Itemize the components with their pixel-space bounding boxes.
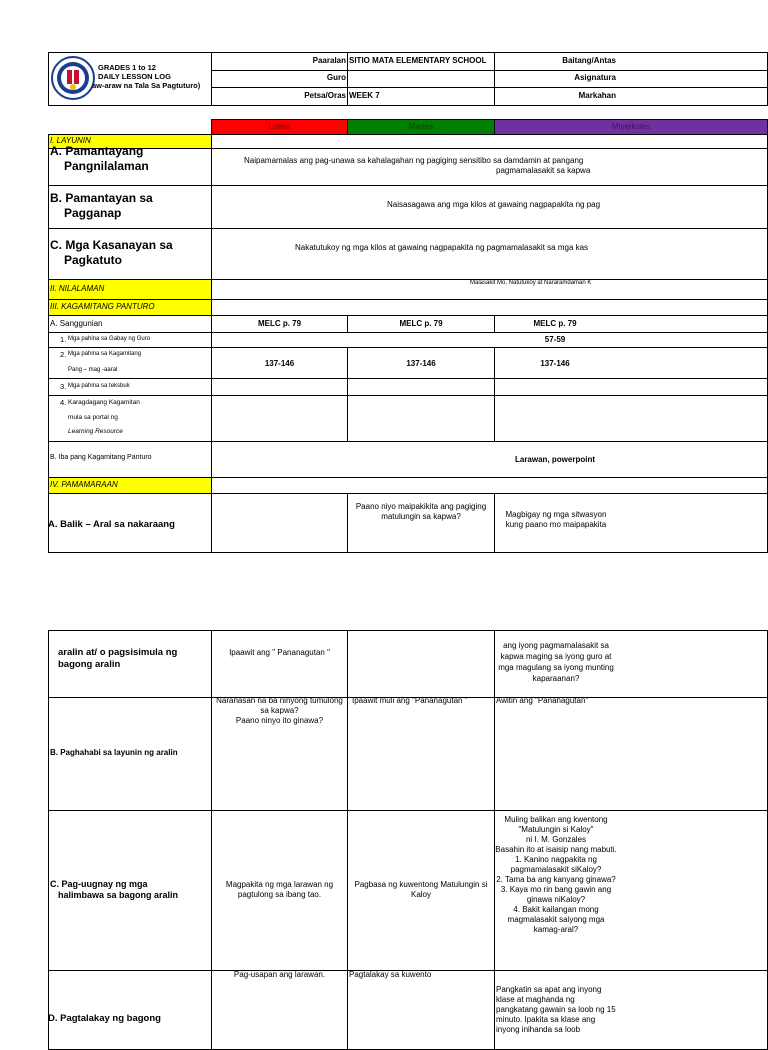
pagugnay-lunes-text: Magpakita ng mga larawan ng pagtulong sa ibang tao. [225,880,334,899]
petsa-label: Petsa/Oras [304,91,346,100]
pagtalakay-martes-text: Pagtalakay sa kuwento [349,970,432,979]
gabay-value: 57-59 [544,335,566,344]
paghahabi-martes-text: Ipaawit muli ang "Pananagutan " [352,696,468,705]
pagtalakay-martes-cell [347,970,495,1050]
petsa-value: WEEK 7 [349,91,380,100]
deped-seal-logo [51,56,95,100]
kagamitan-martes: 137-146 [406,359,436,368]
paaralan-label: Paaralan [312,56,346,65]
pagtalakay-label-cell [48,970,212,1050]
gabay-num: 1. [60,335,67,344]
teksbuk-martes-cell [347,378,495,396]
day-header-miyerkules: Miyerkules [494,119,768,135]
paghahabi-label: B. Paghahabi sa layunin ng aralin [50,748,178,757]
paghahabi-miyerkules-text: Awitin ang "Pananagutan" [496,696,589,705]
karagdagang-label-line1: Karagdagang Kagamitan [68,399,140,406]
pagugnay-label-line2: halimbawa sa bagong aralin [58,890,179,900]
paghahabi-martes-cell [347,697,495,811]
section-pamamaraan-label: IV. PAMAMARAAN [50,480,118,489]
asignatura-label: Asignatura [574,73,616,82]
iba-content-cell [211,441,768,478]
balik-cont-label-line2: bagong aralin [58,659,121,670]
kasanayan-text: Nakatutukoy ng mga kilos at gawaing nagpapakita ng pagmamalasakit sa mga kas [295,243,589,252]
kagamitang-content-cell [211,299,768,316]
nilalaman-text: Malasakit Mo, Natutukoy at Nararamdaman K [470,280,592,286]
balik-label: A. Balik – Aral sa nakaraang [48,519,175,530]
iba-label: B. Iba pang Kagamitang Panturo [50,454,152,461]
karagdagang-label-line3: Learning Resource [68,428,123,435]
section-kagamitang-label: III. KAGAMITANG PANTURO [50,302,155,311]
pamantayang-text-line2: pagmamalasakit sa kapwa [496,166,591,175]
day-header-martes: Martes [347,119,495,135]
balik-cont-martes-cell [347,630,495,698]
section-layunin-label: I. LAYUNIN [50,136,91,145]
kagamitan-label-line2: Pang – mag -aaral [68,367,118,373]
gabay-content-cell [211,332,768,348]
pagtalakay-lunes-cell [211,970,348,1050]
paghahabi-lunes-text: Naranasan na ba ninyong tumulong sa kapwa? Paano ninyo ito ginawa? [216,696,343,725]
daily-lesson-log-subtitle: aw-araw na Tala Sa Pagtuturo) [92,81,201,90]
paghahabi-miyerkules-cell [494,697,768,811]
grades-label: GRADES 1 to 12 [98,63,156,72]
balik-lunes-text: Ipaawit ang " Pananagutan " [229,648,330,657]
kasanayan-label-line2: Pagkatuto [64,253,123,267]
teksbuk-label: Mga pahina sa teksbuk [68,383,130,389]
markahan-label: Markahan [578,91,616,100]
sanggunian-label: A. Sanggunian [50,319,103,328]
pagugnay-miyerkules-text: Muling balikan ang kwentong "Matulungin si Kaloy" ni I. M. Gonzales Basahin ito at isaisip nang mabuti. 1. Kanino nagpakita ng pagmamalasakit siKaloy? 2. Tama ba ang kanyang ginawa? 3. Kaya mo rin bang gawin ang ginawa niKaloy? 4. Bakit kailangan mong magmalasakit saiyong mga kamag-aral? [495,815,617,934]
karagdagang-label-line2: mula sa portal ng [68,414,118,421]
balik-miyerkules-text-bottom: ang iyong pagmamalasakit sa kapwa maging sa iyong guro at mga magulang sa iyong munting kaparaanan? [498,641,614,683]
kagamitan-lunes: 137-146 [264,359,295,368]
day-header-lunes: Lunes [211,119,348,135]
header-divider-2 [494,52,495,106]
melc-martes: MELC p. 79 [399,319,443,328]
karagdagang-num: 4. [60,398,67,407]
kasanayan-label-line1: C. Mga Kasanayan sa [50,238,173,252]
kagamitan-num: 2. [60,350,67,359]
kagamitan-miyerkules: 137-146 [540,359,570,368]
pagtalakay-lunes-text: Pag-usapan ang larawan. [233,970,326,979]
balik-cont-label-line1: aralin at/ o pagsisimula ng [58,647,178,658]
pamantayang-content-cell [211,148,768,186]
karagdagang-martes-cell [347,395,495,442]
gabay-label: Mga pahina sa Gabay ng Guro [68,336,151,342]
kasanayan-content-cell [211,228,768,280]
pagugnay-label-line1: C. Pag-uugnay ng mga [50,879,148,889]
pamantayang-label-line2: Pangnilalaman [64,159,149,173]
melc-miyerkules: MELC p. 79 [533,319,577,328]
pagugnay-martes-text: Pagbasa ng kuwentong Matulungin si Kaloy [354,880,488,899]
teksbuk-lunes-cell [211,378,348,396]
guro-label: Guro [326,73,346,82]
pagganap-label-line2: Pagganap [64,206,122,220]
pagganap-label-line1: B. Pamantayan sa [50,191,153,205]
balik-lunes-cell [211,493,348,553]
karagdagang-lunes-cell [211,395,348,442]
balik-martes-text: Paano niyo maipakikita ang pagiging matulungin sa kapwa? [355,502,487,521]
layunin-content-cell [211,134,768,149]
section-nilalaman-label: II. NILALAMAN [50,284,105,293]
melc-lunes: MELC p. 79 [257,319,302,328]
teksbuk-num: 3. [60,382,67,391]
baitang-label: Baitang/Antas [562,56,616,65]
pamamaraan-content-cell [211,477,768,494]
pagtalakay-miyerkules-text: Pangkatin sa apat ang inyong klase at maghanda ng pangkatang gawain sa loob ng 15 minuto. Ipakita sa klase ang inyong inihanda sa loob [496,985,616,1034]
iba-value: Larawan, powerpoint [514,455,595,464]
pagganap-text: Naisasagawa ang mga kilos at gawaing nagpapakita ng pag [387,200,601,209]
pagtalakay-label: D. Pagtalakay ng bagong [48,1013,161,1024]
pamantayang-text-line1: Naipamamalas ang pag-unawa sa kahalagahan ng pagiging sensitibo sa damdamin at pangang [244,156,584,165]
daily-lesson-log-label: DAILY LESSON LOG [98,72,171,81]
karagdagang-miyerkules-cell [494,395,768,442]
pamantayang-label-line1: A. Pamantayang [50,144,144,158]
teksbuk-miyerkules-cell [494,378,768,396]
lesson-log-page-2 [0,640,768,1034]
balik-cont-lunes-cell [211,630,348,698]
balik-miyerkules-text-top: Magbigay ng mga sitwasyon kung paano mo maipapakita [505,510,607,529]
kagamitan-label-line1: Mga pahina sa Kagamitang [68,351,142,357]
paaralan-value: SITIO MATA ELEMENTARY SCHOOL [349,56,487,65]
